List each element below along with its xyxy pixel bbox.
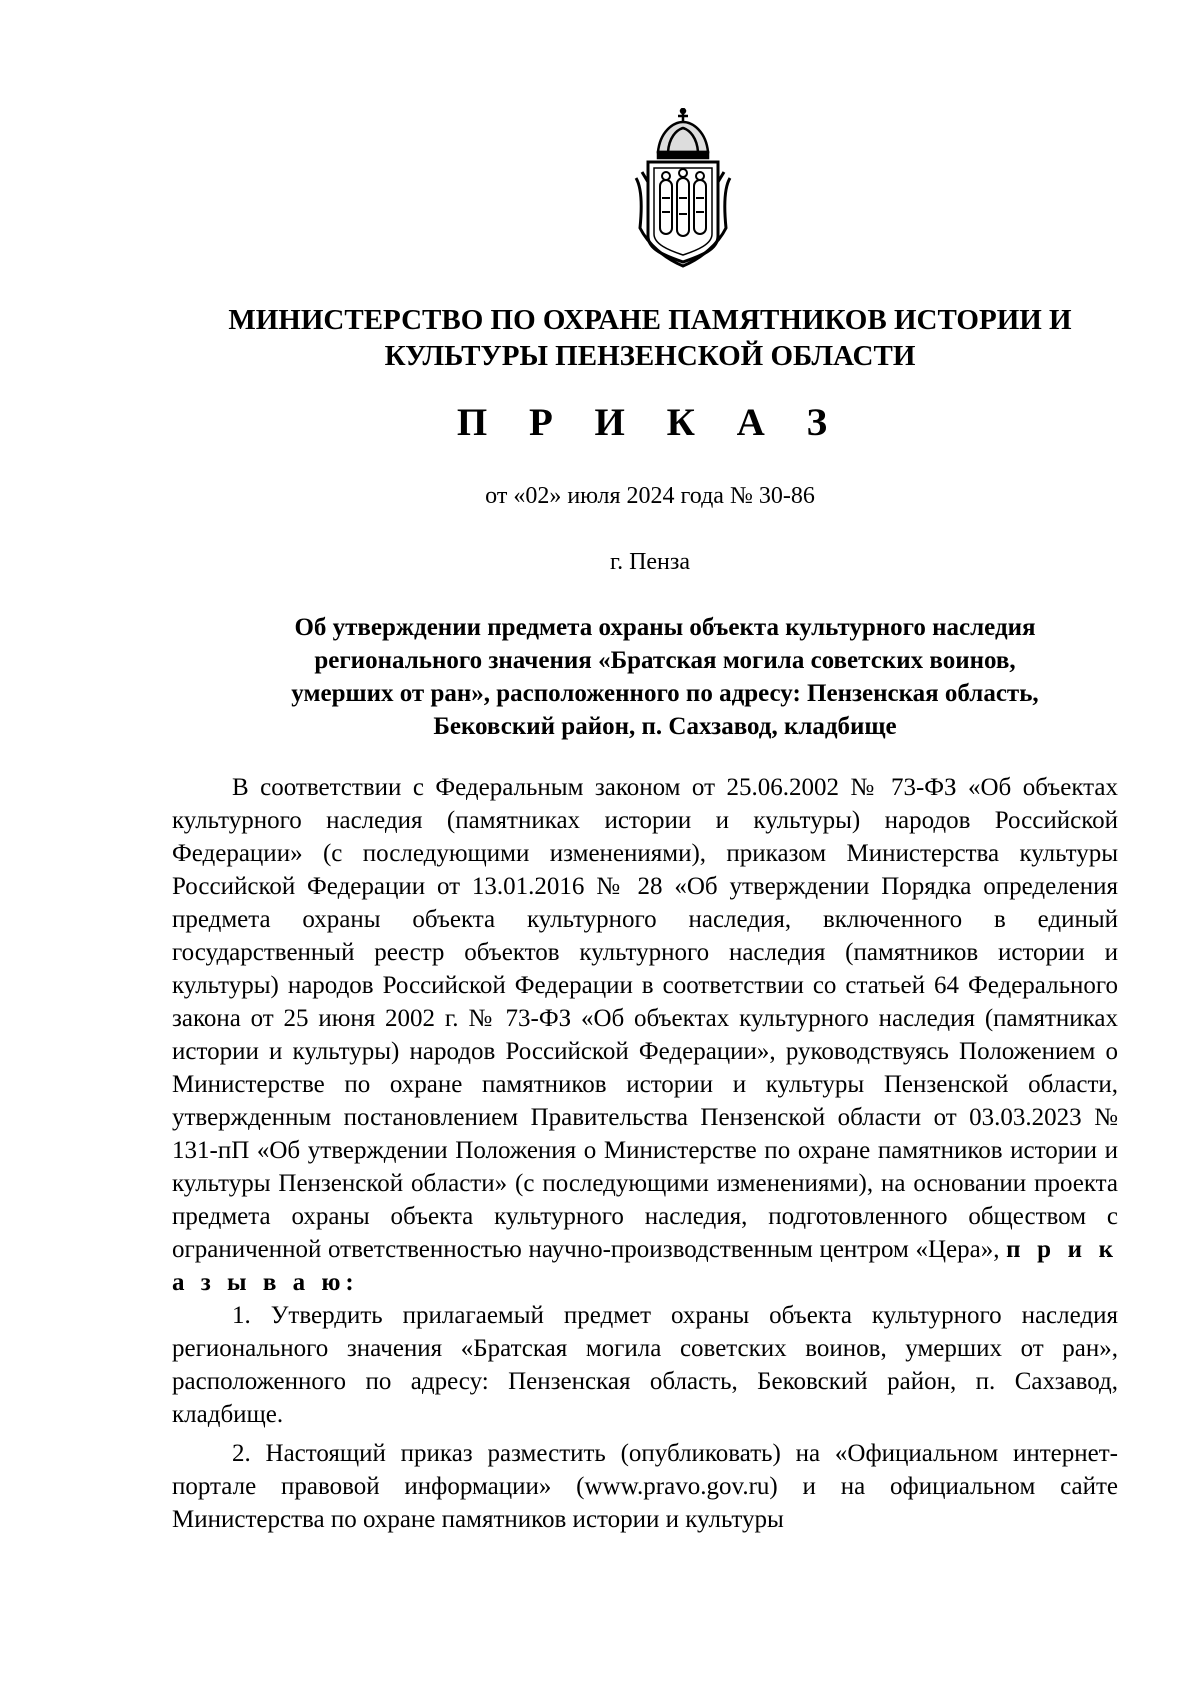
- issuing-authority: [170, 302, 1130, 374]
- subject-line-3: умерших от ран», расположенного по адресу: Пензенская область,: [291, 680, 1039, 707]
- subject-line-4: Бековский район, п. Сахзавод, кладбище: [433, 713, 897, 740]
- subject-line-2: регионального значения «Братская могила советских воинов,: [314, 647, 1016, 674]
- authority-line-1: МИНИСТЕРСТВО ПО ОХРАНЕ ПАМЯТНИКОВ ИСТОРИИ И: [228, 304, 1072, 336]
- subject-line-1: Об утверждении предмета охраны объекта культурного наследия: [294, 614, 1036, 641]
- order-subject: [200, 611, 1130, 743]
- preamble-text: В соответствии с Федеральным законом от 25.06.2002 № 73-ФЗ «Об объектах культурного наследия (памятниках истории и культуры) народов Российской Федерации» (с последующими изменениями), приказом Министерства культуры Российской Федерации от 13.01.2016 № 28 «Об утверждении Порядка определения предмета охраны объекта культурного наследия, включенного в единый государственный реестр объектов культурного наследия (памятников истории и культуры) народов Российской Федерации в соответствии со статьей 64 Федерального закона от 25 июня 2002 г. № 73-ФЗ «Об объектах культурного наследия (памятниках истории и культуры) народов Российской Федерации», руководствуясь Положением о Министерстве по охране памятников истории и культуры Пензенской области, утвержденным постановлением Правительства Пензенской области от 03.03.2023 № 131-пП «Об утверждении Положения о Министерстве по охране памятников истории и культуры Пензенской области» (с последующими изменениями), на основании проекта предмета охраны объекта культурного наследия, подготовленного обществом с ограниченной ответственностью научно-производственным центром «Цера»,: [172, 774, 1118, 1263]
- document-type: П Р И К А З: [456, 401, 844, 444]
- order-date-number: от «02» июля 2024 года № 30-86: [485, 483, 815, 509]
- order-word: п р и к а з ы в а ю:: [172, 1236, 1119, 1296]
- order-body: [172, 771, 1118, 1536]
- order-item-1: 1. Утвердить прилагаемый предмет охраны объекта культурного наследия регионального значения «Братская могила советских воинов, умерших от ран», расположенного по адресу: Пензенская область, Бековский район, п. Сахзавод, кладбище.: [172, 1302, 1118, 1428]
- order-item-2: 2. Настоящий приказ разместить (опубликовать) на «Официальном интернет-портале правовой информации» (www.pravo.gov.ru) и на официальном сайте Министерства по охране памятников истории и культуры: [172, 1440, 1118, 1533]
- authority-line-2: КУЛЬТУРЫ ПЕНЗЕНСКОЙ ОБЛАСТИ: [384, 340, 916, 372]
- city: г. Пенза: [609, 549, 691, 575]
- coat-of-arms-emblem: [628, 108, 738, 268]
- preamble-paragraph: [172, 771, 1118, 1299]
